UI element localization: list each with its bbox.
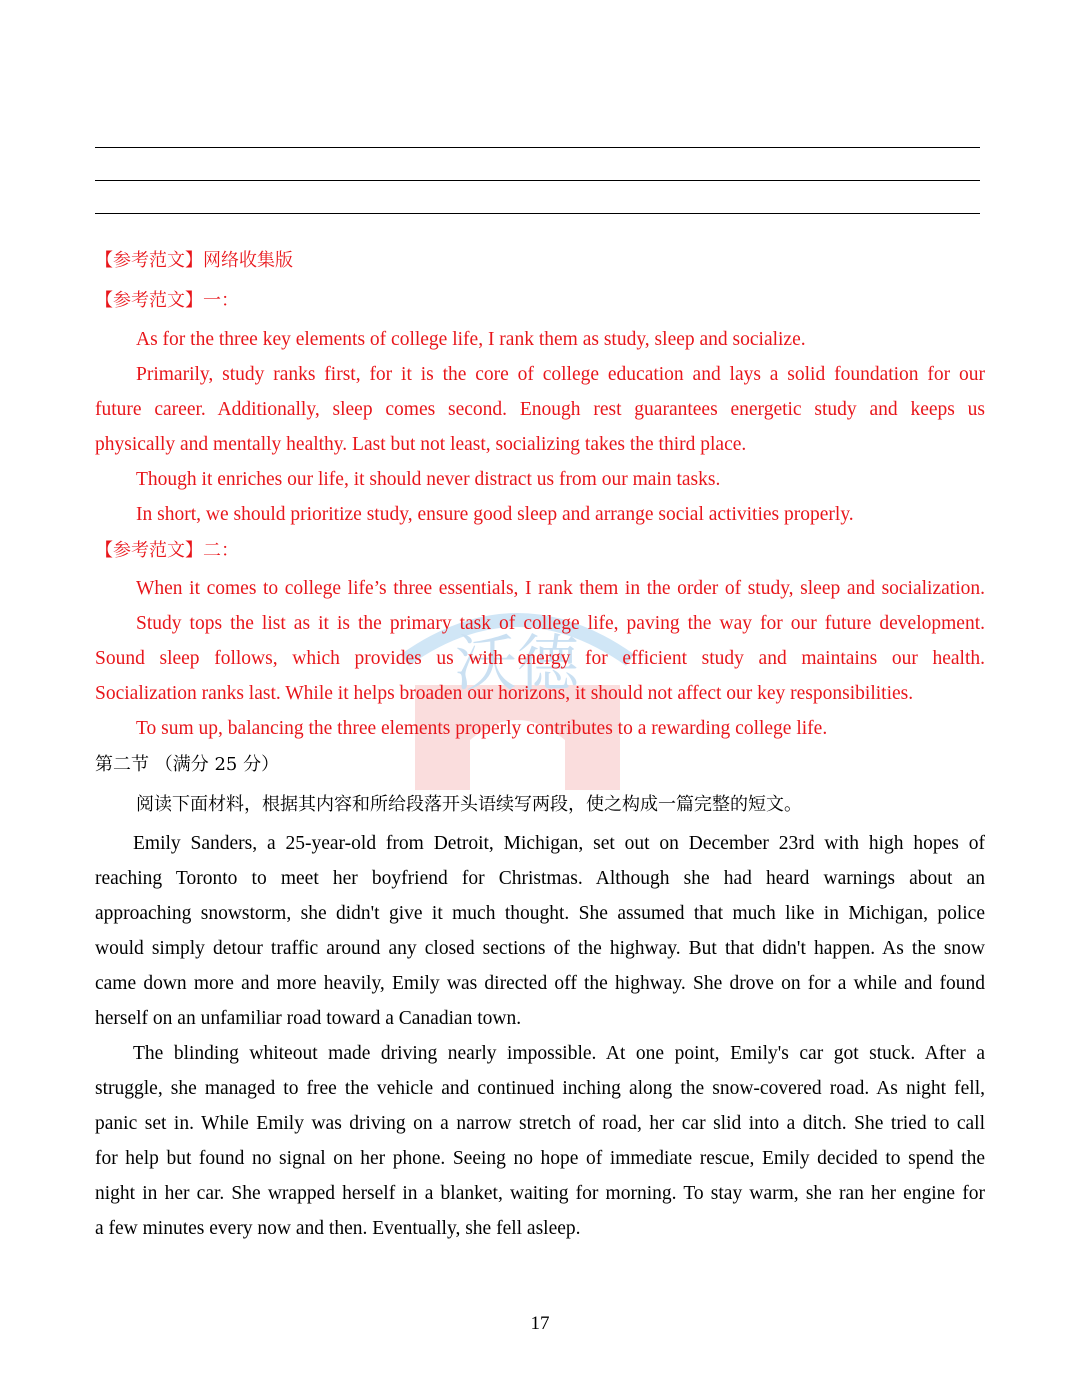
answer-line xyxy=(95,213,980,214)
essay2-paragraph: To sum up, balancing the three elements properly contributes to a rewarding college life. xyxy=(136,718,828,739)
story-line: for help but found no signal on her phone. Seeing no hope of immediate rescue, Emily decided to spend the xyxy=(95,1148,985,1169)
essay2-paragraph: Sound sleep follows, which provides us with energy for efficient study and maintains our health. xyxy=(95,648,985,669)
essay2-paragraph: Study tops the list as it is the primary task of college life, paving the way for our future development. xyxy=(136,613,985,634)
story-line: panic set in. While Emily was driving on a narrow stretch of road, her car slid into a ditch. She tried to call xyxy=(95,1113,985,1134)
essay1-paragraph: future career. Additionally, sleep comes second. Enough rest guarantees energetic study and keeps us xyxy=(95,399,985,420)
essay2-label: 【参考范文】二： xyxy=(95,540,239,561)
reference-source-heading: 【参考范文】网络收集版 xyxy=(95,250,293,271)
story-line: night in her car. She wrapped herself in a blanket, waiting for morning. To stay warm, she ran her engine for xyxy=(95,1183,985,1204)
section-instruction: 阅读下面材料，根据其内容和所给段落开头语续写两段，使之构成一篇完整的短文。 xyxy=(136,794,802,815)
essay2-paragraph: Socialization ranks last. While it helps broaden our horizons, it should not affect our key responsibilities. xyxy=(95,683,914,704)
story-line: a few minutes every now and then. Eventually, she fell asleep. xyxy=(95,1218,581,1239)
essay1-paragraph: physically and mentally healthy. Last but not least, socializing takes the third place. xyxy=(95,434,747,455)
story-line: The blinding whiteout made driving nearly impossible. At one point, Emily's car got stuck. After a xyxy=(133,1043,985,1064)
section-title: 第二节 （满分 25 分） xyxy=(95,754,280,775)
story-line: Emily Sanders, a 25-year-old from Detroit, Michigan, set out on December 23rd with high hopes of xyxy=(133,833,985,854)
answer-line xyxy=(95,147,980,148)
page-number: 17 xyxy=(530,1313,550,1334)
story-line: would simply detour traffic around any closed sections of the highway. But that didn't happen. As the snow xyxy=(95,938,985,959)
story-line: reaching Toronto to meet her boyfriend for Christmas. Although she had heard warnings about an xyxy=(95,868,985,889)
story-line: approaching snowstorm, she didn't give it much thought. She assumed that much like in Michigan, police xyxy=(95,903,985,924)
essay1-paragraph: As for the three key elements of college life, I rank them as study, sleep and socialize. xyxy=(136,329,806,350)
story-line: herself on an unfamiliar road toward a Canadian town. xyxy=(95,1008,522,1029)
essay1-paragraph: Primarily, study ranks first, for it is the core of college education and lays a solid foundation for our xyxy=(136,364,985,385)
story-line: struggle, she managed to free the vehicle and continued inching along the snow-covered road. As night fell, xyxy=(95,1078,985,1099)
essay1-paragraph: Though it enriches our life, it should never distract us from our main tasks. xyxy=(136,469,721,490)
watermark-text: 沃德 xyxy=(454,627,580,700)
story-line: came down more and more heavily, Emily was directed off the highway. She drove on for a while and found xyxy=(95,973,985,994)
answer-line xyxy=(95,180,980,181)
essay2-paragraph: When it comes to college life’s three essentials, I rank them in the order of study, sleep and socialization. xyxy=(136,578,985,599)
essay1-paragraph: In short, we should prioritize study, ensure good sleep and arrange social activities properly. xyxy=(136,504,854,525)
essay1-label: 【参考范文】一： xyxy=(95,290,239,311)
